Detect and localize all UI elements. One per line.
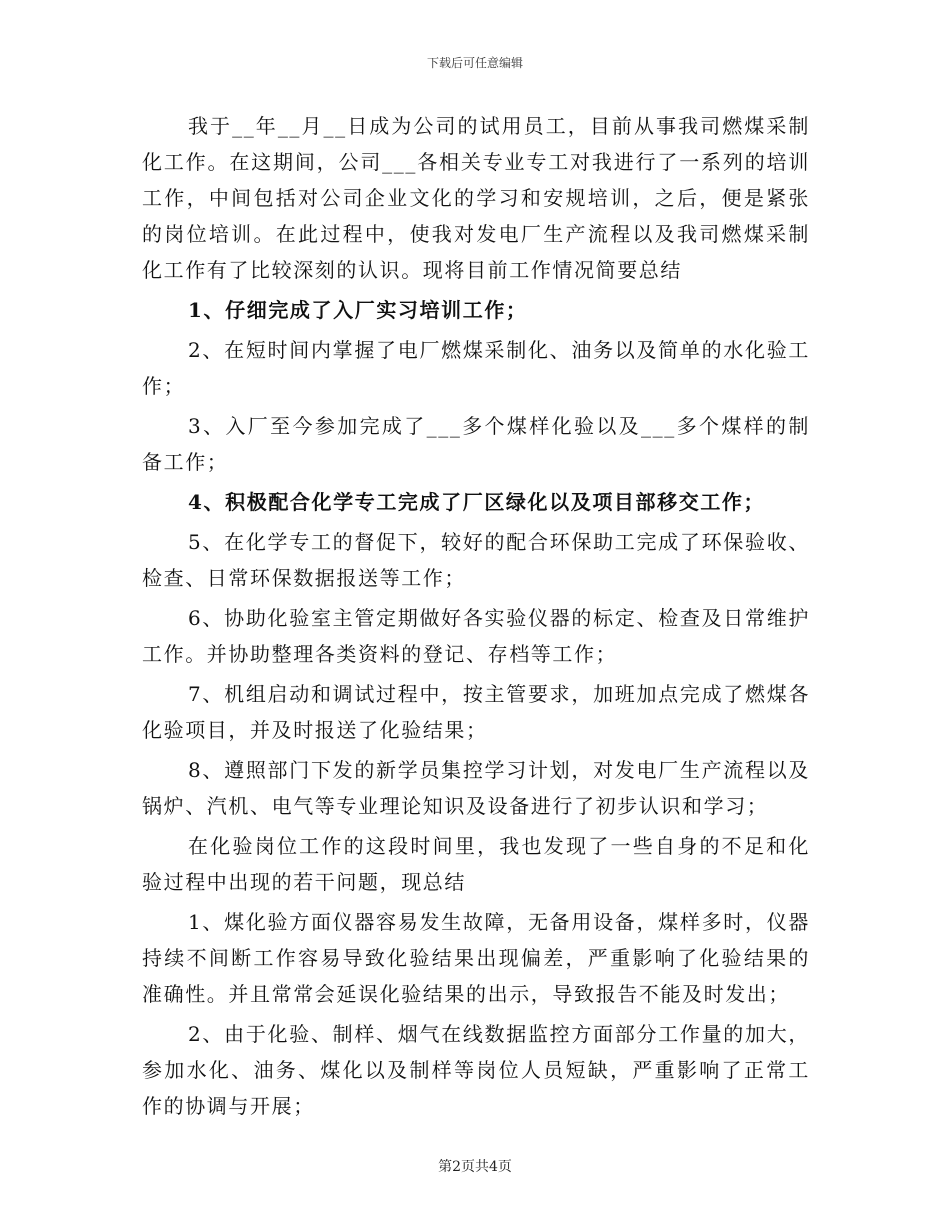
page-number-footer: 第2页共4页 [438, 1159, 512, 1175]
paragraph-problems-intro: 在化验岗位工作的这段时间里，我也发现了一些自身的不足和化验过程中出现的若干问题，现总结 [142, 834, 810, 894]
list-item-8: 8、遵照部门下发的新学员集控学习计划，对发电厂生产流程以及锅炉、汽机、电气等专业理论知识及设备进行了初步认识和学习； [142, 758, 810, 818]
list-item-4-bold: 4、积极配合化学专工完成了厂区绿化以及项目部移交工作； [188, 490, 766, 514]
list-item-6: 6、协助化验室主管定期做好各实验仪器的标定、检查及日常维护工作。并协助整理各类资料的登记、存档等工作； [142, 606, 810, 666]
document-body [142, 108, 810, 1128]
list-item-5: 5、在化学专工的督促下，较好的配合环保助工完成了环保验收、检查、日常环保数据报送等工作； [142, 530, 810, 590]
problem-item-1: 1、煤化验方面仪器容易发生故障，无备用设备，煤样多时，仪器持续不间断工作容易导致化验结果出现偏差，严重影响了化验结果的准确性。并且常常会延误化验结果的出示，导致报告不能及时发出； [142, 910, 810, 1006]
list-item-7: 7、机组启动和调试过程中，按主管要求，加班加点完成了燃煤各化验项目，并及时报送了化验结果； [142, 682, 810, 742]
list-item-2: 2、在短时间内掌握了电厂燃煤采制化、油务以及简单的水化验工作； [142, 338, 810, 398]
list-item-1-bold: 1、仔细完成了入厂实习培训工作； [188, 298, 528, 322]
page-header: 下载后可任意编辑 [426, 56, 523, 70]
list-item-3: 3、入厂至今参加完成了___多个煤样化验以及___多个煤样的制备工作； [142, 414, 810, 474]
paragraph-intro: 我于__年__月__日成为公司的试用员工，目前从事我司燃煤采制化工作。在这期间，公司___各相关专业专工对我进行了一系列的培训工作，中间包括对公司企业文化的学习和安规培训，之后，便是紧张的岗位培训。在此过程中，使我对发电厂生产流程以及我司燃煤采制化工作有了比较深刻的认识。现将目前工作情况简要总结 [142, 114, 810, 282]
problem-item-2: 2、由于化验、制样、烟气在线数据监控方面部分工作量的加大，参加水化、油务、煤化以及制样等岗位人员短缺，严重影响了正常工作的协调与开展； [142, 1022, 810, 1118]
